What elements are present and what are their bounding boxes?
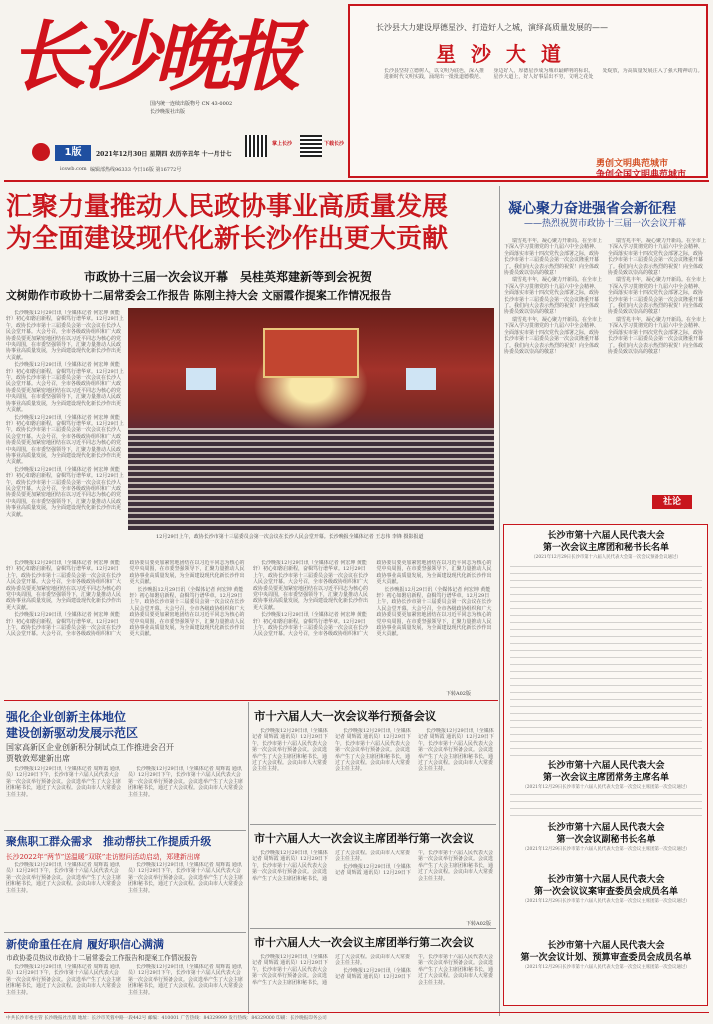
edition-badge: 1版: [55, 145, 91, 161]
cppcc-sub: 市政协委员热议市政协十二届常委会工作报告和提案工作情况报告: [6, 954, 198, 962]
lead-body: [6, 310, 124, 560]
roster-note: （2021年12月29日长沙市第十六届人民代表大会第一次会议主席团第一次会议通过）: [522, 965, 690, 970]
npc-presidium-2-title: 市十六届人大一次会议主席团举行第二次会议: [254, 936, 474, 949]
app-badge-2: 下载长沙: [324, 141, 345, 147]
editorial-para: 瑞雪兆丰年，凝心聚力开新局。在全市上下深入学习贯彻党的十九届六中全会精神、全面落实市第十四次党代会部署之际，政协长沙市第十三届委员会第一次会议隆重开幕了。我们向大会表示热烈的祝贺！向全体政协委员致以崇高的敬意！: [608, 277, 706, 316]
website: icswb.com: [60, 166, 87, 172]
column-divider: [248, 702, 249, 1014]
lead-body-para: 长沙晚报12月29日讯（全媒体记者 何宏坤 黄能轩）初心如磐启新程，奋楫笃行谱华章。12月29日上午，政协长沙市第十三届委员会第一次会议在长沙人民会堂开幕。大会号召，全市各级政协组织和广大政协委员要更加紧密地团结在以习近平同志为核心的党中央周围，在市委坚强领导下，汇聚力量推动人民政协事业高质量发展，为全面建设现代化新长沙作出更大贡献。: [129, 586, 245, 638]
story-para: 长沙晚报12月29日讯（全媒体记者 周辉霞 通讯员）12月29日下午，长沙市第十六届人民代表大会第一次会议举行预备会议。会议选举产生了大会主席团和秘书长，通过了大会议程。会议由市人大常委会主任主持。: [335, 954, 494, 986]
editorial-subtitle: ——热烈祝贺市政协十三届一次会议开幕: [524, 219, 687, 229]
screen-right: [406, 368, 436, 390]
innovation-title-1: 强化企业创新主体地位: [6, 710, 127, 724]
editorial-para: 瑞雪兆丰年，凝心聚力开新局。在全市上下深入学习贯彻党的十九届六中全会精神、全面落实市第十四次党代会部署之际，政协长沙市第十三届委员会第一次会议隆重开幕了。我们向大会表示热烈的祝贺！向全体政协委员致以崇高的敬意！: [504, 316, 603, 355]
lead-photo: [128, 308, 494, 530]
story-para: 长沙晚报12月29日讯（全媒体记者 周辉霞 通讯员）12月29日下午，长沙市第十六届人民代表大会第一次会议举行预备会议。会议选举产生了大会主席团和秘书长，通过了大会议程。会议由市人大常委会主任主持。: [128, 862, 244, 894]
innovation-title-2: 建设创新驱动发展示范区: [6, 726, 139, 740]
lead-body-para: 长沙晚报12月29日讯（全媒体记者 何宏坤 黄能轩）初心如磐启新程，奋楫笃行谱华章。12月29日上午，政协长沙市第十三届委员会第一次会议在长沙人民会堂开幕。大会号召，全市各级政协组织和广大政协委员要更加紧密地团结在以习近平同志为核心的党中央周围，在市委坚强领导下，汇聚力量推动人民政协事业高质量发展，为全面建设现代化新长沙作出更大贡献。: [6, 560, 245, 638]
footer-rule: [4, 1012, 709, 1013]
innovation-sub-2: 贾敬敦郑建新出席: [6, 754, 70, 763]
roster-section: [506, 530, 706, 561]
story-para: 长沙晚报12月29日讯（全媒体记者 周辉霞 通讯员）12月29日下午，长沙市第十六届人民代表大会第一次会议举行预备会议。会议选举产生了大会主席团和秘书长，通过了大会议程。会议由市人大常委会主任主持。: [335, 850, 494, 882]
lead-body-lower: [6, 560, 494, 692]
innovation-sub: 国家高新区企业创新积分制试点工作推进会召开: [6, 743, 174, 752]
roster-note: （2021年12月29日长沙市第十六届人民代表大会第一次会议预备会议通过）: [531, 555, 681, 560]
lead-body-para: 长沙晚报12月29日讯（全媒体记者 何宏坤 黄能轩）初心如磐启新程，奋楫笃行谱华章。12月29日上午，政协长沙市第十三届委员会第一次会议在长沙人民会堂开幕。大会号召，全市各级政协组织和广大政协委员要更加紧密地团结在以习近平同志为核心的党中央周围，在市委坚强领导下，汇聚力量推动人民政协事业高质量发展，为全面建设现代化新长沙作出更大贡献。: [6, 362, 124, 414]
banner-kicker: 长沙县大力建设厚德星沙、打造好人之城，演绎高质量发展的——: [376, 23, 608, 32]
story-para: 长沙晚报12月29日讯（全媒体记者 周辉霞 通讯员）12月29日下午，长沙市第十六届人民代表大会第一次会议举行预备会议。会议选举产生了大会主席团和秘书长，通过了大会议程。会议由市人大常委会主任主持。: [6, 862, 122, 894]
roster-section: [506, 940, 706, 971]
editorial-tag: [652, 495, 692, 509]
lead-sub-1: 市政协十三届一次会议开幕 吴桂英郑建新等到会祝贺: [84, 270, 373, 284]
lead-body-para: 长沙晚报12月29日讯（全媒体记者 何宏坤 黄能轩）初心如磐启新程，奋楫笃行谱华章。12月29日上午，政协长沙市第十三届委员会第一次会议在长沙人民会堂开幕。大会号召，全市各级政协组织和广大政协委员要更加紧密地团结在以习近平同志为核心的党中央周围，在市委坚强领导下，汇聚力量推动人民政协事业高质量发展，为全面建设现代化新长沙作出更大贡献。: [376, 586, 492, 638]
photo-caption: 12月29日上午，政协长沙市第十三届委员会第一次会议在长沙人民会堂开幕。长沙晚报全媒体记者 王志伟 李锋 摄影报道: [156, 534, 424, 540]
logo-mark-icon: [32, 143, 50, 161]
roster-title: 第一次会议副秘书长名单: [556, 835, 656, 845]
npc-presidium-1-body: [252, 850, 496, 920]
cn-number: 国内统一连续出版物号 CN 43-0002: [150, 101, 233, 107]
roster-title: 第一次会议议案审查委员会成员名单: [533, 887, 678, 897]
masthead-divider: [4, 180, 709, 182]
story-para: 长沙晚报12月29日讯（全媒体记者 周辉霞 通讯员）12月29日下午，长沙市第十六届人民代表大会第一次会议举行预备会议。会议选举产生了大会主席团和秘书长，通过了大会议程。会议由市人大常委会主任主持。: [252, 954, 411, 986]
column-divider: [499, 186, 500, 1016]
banner-box: [348, 4, 708, 178]
innovation-body: [6, 766, 244, 828]
date-line: 2021年12月30日 星期四 农历辛丑年 十一月廿七: [96, 151, 232, 158]
story-divider: [250, 928, 496, 929]
roster-note: （2021年12月29日长沙市第十六届人民代表大会第一次会议主席团第一次会议通过）: [522, 785, 690, 790]
workers-title: 聚焦职工群众需求 推动帮扶工作提质升级: [6, 835, 212, 848]
publisher: 长沙晚报社出版: [150, 109, 186, 115]
audience-rows: [128, 428, 494, 530]
story-para: 长沙晚报12月29日讯（全媒体记者 周辉霞 通讯员）12月29日下午，长沙市第十六届人民代表大会第一次会议举行预备会议。会议选举产生了大会主席团和秘书长，通过了大会议程。会议由市人大常委会主任主持。: [252, 728, 328, 773]
lead-more: 下转A02版: [446, 691, 471, 697]
misc-line: 编辑部热线96333 今日16版 第16772号: [90, 167, 182, 173]
masthead-logo: 长沙晚报: [10, 12, 298, 101]
story-para: 长沙晚报12月29日讯（全媒体记者 周辉霞 通讯员）12月29日下午，长沙市第十六届人民代表大会第一次会议举行预备会议。会议选举产生了大会主席团和秘书长，通过了大会议程。会议由市人大常委会主任主持。: [6, 766, 122, 798]
lead-headline-2: 为全面建设现代化新长沙作出更大贡献: [6, 224, 449, 254]
lead-sub-2: 文树勋作市政协十二届常委会工作报告 陈刚主持大会 文丽霞作提案工作情况报告: [6, 289, 392, 302]
story-para: 长沙晚报12月29日讯（全媒体记者 周辉霞 通讯员）12月29日下午，长沙市第十六届人民代表大会第一次会议举行预备会议。会议选举产生了大会主席团和秘书长，通过了大会议程。会议由市人大常委会主任主持。: [128, 964, 244, 996]
npc-presidium-1-title: 市十六届人大一次会议主席团举行第一次会议: [254, 832, 474, 845]
workers-sub: 长沙2022年“两节”送温暖“双联”走访慰问活动启动，郑建新出席: [6, 853, 201, 861]
roster-title: 长沙市第十六届人民代表大会: [547, 823, 665, 833]
lead-body-para: 长沙晚报12月29日讯（全媒体记者 何宏坤 黄能轩）初心如磐启新程，奋楫笃行谱华章。12月29日上午，政协长沙市第十三届委员会第一次会议在长沙人民会堂开幕。大会号召，全市各级政协组织和广大政协委员要更加紧密地团结在以习近平同志为核心的党中央周围，在市委坚强领导下，汇聚力量推动人民政协事业高质量发展，为全面建设现代化新长沙作出更大贡献。: [6, 414, 124, 466]
roster-title: 长沙市第十六届人民代表大会: [547, 761, 665, 771]
qr-icon: [245, 135, 267, 157]
roster-title: 第一次会议主席团和秘书长名单: [542, 543, 669, 553]
editorial-body: [504, 238, 706, 496]
editorial-title: 凝心聚力奋进强省会新征程: [508, 201, 676, 217]
roster-names-block: [510, 566, 702, 762]
roster-title: 长沙市第十六届人民代表大会: [547, 941, 665, 951]
cppcc-title: 新使命重任在肩 履好职信心满满: [6, 938, 164, 951]
editorial-para: 瑞雪兆丰年，凝心聚力开新局。在全市上下深入学习贯彻党的十九届六中全会精神、全面落实市第十四次党代会部署之际，政协长沙市第十三届委员会第一次会议隆重开幕了。我们向大会表示热烈的祝贺！向全体政协委员致以崇高的敬意！: [504, 238, 603, 277]
story-para: 长沙晚报12月29日讯（全媒体记者 周辉霞 通讯员）12月29日下午，长沙市第十六届人民代表大会第一次会议举行预备会议。会议选举产生了大会主席团和秘书长，通过了大会议程。会议由市人大常委会主任主持。: [335, 728, 411, 773]
qr-icon-2: [300, 135, 322, 157]
roster-section: [506, 760, 706, 791]
story-divider: [4, 830, 246, 831]
roster-title: 第一次会议计划、预算审查委员会成员名单: [520, 953, 692, 963]
stage-backdrop: [263, 328, 359, 378]
app-badge-1: 掌上长沙: [272, 141, 293, 147]
banner-seal-line-2: 争创全国文明典范城市: [596, 170, 687, 180]
editorial-para: 瑞雪兆丰年，凝心聚力开新局。在全市上下深入学习贯彻党的十九届六中全会精神、全面落实市第十四次党代会部署之际，政协长沙市第十三届委员会第一次会议隆重开幕了。我们向大会表示热烈的祝贺！向全体政协委员致以崇高的敬意！: [504, 277, 603, 316]
masthead: [0, 0, 345, 180]
footer-line: 中共长沙市委主管 长沙晚报社出版 地址：长沙市芙蓉中路一段442号 邮编：410001 广告热线：84329999 发行热线：84329000 印刷：长沙晚报印务公司: [6, 1016, 327, 1021]
story-para: 长沙晚报12月29日讯（全媒体记者 周辉霞 通讯员）12月29日下午，长沙市第十六届人民代表大会第一次会议举行预备会议。会议选举产生了大会主席团和秘书长，通过了大会议程。会议由市人大常委会主任主持。: [6, 964, 122, 996]
roster-names-block: [510, 794, 702, 816]
cppcc-body: [6, 964, 244, 1008]
story-more: 下转A02版: [466, 921, 491, 927]
roster-section: [506, 822, 706, 853]
lead-body-para: 长沙晚报12月29日讯（全媒体记者 何宏坤 黄能轩）初心如磐启新程，奋楫笃行谱华章。12月29日上午，政协长沙市第十三届委员会第一次会议在长沙人民会堂开幕。大会号召，全市各级政协组织和广大政协委员要更加紧密地团结在以习近平同志为核心的党中央周围，在市委坚强领导下，汇聚力量推动人民政协事业高质量发展，为全面建设现代化新长沙作出更大贡献。: [6, 466, 124, 518]
lead-body-para: 长沙晚报12月29日讯（全媒体记者 何宏坤 黄能轩）初心如磐启新程，奋楫笃行谱华章。12月29日上午，政协长沙市第十三届委员会第一次会议在长沙人民会堂开幕。大会号召，全市各级政协组织和广大政协委员要更加紧密地团结在以习近平同志为核心的党中央周围，在市委坚强领导下，汇聚力量推动人民政协事业高质量发展，为全面建设现代化新长沙作出更大贡献。: [6, 310, 124, 361]
editorial-tag-label: 社论: [662, 497, 681, 507]
banner-seal-line-1: 勇创文明典范城市: [596, 159, 669, 169]
story-para: 长沙晚报12月29日讯（全媒体记者 周辉霞 通讯员）12月29日下午，长沙市第十六届人民代表大会第一次会议举行预备会议。会议选举产生了大会主席团和秘书长，通过了大会议程。会议由市人大常委会主任主持。: [252, 850, 411, 882]
banner-body: 长沙县坚持立德树人，以文明为底色，深入推进新时代文明实践，涌现出一批批道德模范、身边好人，厚德星沙成为城市最鲜明的标识。星沙大道上，好人好事层出不穷，文明之花处处绽放，为高质量发展注入了强大精神动力。: [384, 68, 703, 81]
story-para: 长沙晚报12月29日讯（全媒体记者 周辉霞 通讯员）12月29日下午，长沙市第十六届人民代表大会第一次会议举行预备会议。会议选举产生了大会主席团和秘书长，通过了大会议程。会议由市人大常委会主任主持。: [418, 728, 494, 773]
lead-headline-1: 汇聚力量推动人民政协事业高质量发展: [6, 192, 449, 222]
lower-divider: [4, 700, 498, 701]
story-para: 长沙晚报12月29日讯（全媒体记者 周辉霞 通讯员）12月29日下午，长沙市第十六届人民代表大会第一次会议举行预备会议。会议选举产生了大会主席团和秘书长，通过了大会议程。会议由市人大常委会主任主持。: [128, 766, 244, 798]
lead-body-para: 长沙晚报12月29日讯（全媒体记者 何宏坤 黄能轩）初心如磐启新程，奋楫笃行谱华章。12月29日上午，政协长沙市第十三届委员会第一次会议在长沙人民会堂开幕。大会号召，全市各级政协组织和广大政协委员要更加紧密地团结在以习近平同志为核心的党中央周围，在市委坚强领导下，汇聚力量推动人民政协事业高质量发展，为全面建设现代化新长沙作出更大贡献。: [6, 560, 122, 611]
workers-body: [6, 862, 244, 930]
roster-title: 长沙市第十六届人民代表大会: [547, 875, 665, 885]
roster-section: [506, 874, 706, 905]
lead-body-para: 长沙晚报12月29日讯（全媒体记者 何宏坤 黄能轩）初心如磐启新程，奋楫笃行谱华章。12月29日上午，政协长沙市第十三届委员会第一次会议在长沙人民会堂开幕。大会号召，全市各级政协组织和广大政协委员要更加紧密地团结在以习近平同志为核心的党中央周围，在市委坚强领导下，汇聚力量推动人民政协事业高质量发展，为全面建设现代化新长沙作出更大贡献。: [253, 560, 369, 611]
npc-prep-title: 市十六届人大一次会议举行预备会议: [254, 709, 437, 723]
screen-left: [186, 368, 216, 390]
story-divider: [4, 932, 246, 933]
lead-body-para: 长沙晚报12月29日讯（全媒体记者 何宏坤 黄能轩）初心如磐启新程，奋楫笃行谱华章。12月29日上午，政协长沙市第十三届委员会第一次会议在长沙人民会堂开幕。大会号召，全市各级政协组织和广大政协委员要更加紧密地团结在以习近平同志为核心的党中央周围，在市委坚强领导下，汇聚力量推动人民政协事业高质量发展，为全面建设现代化新长沙作出更大贡献。: [253, 560, 492, 638]
editorial-para: 瑞雪兆丰年，凝心聚力开新局。在全市上下深入学习贯彻党的十九届六中全会精神、全面落实市第十四次党代会部署之际，政协长沙市第十三届委员会第一次会议隆重开幕了。我们向大会表示热烈的祝贺！向全体政协委员致以崇高的敬意！: [608, 238, 706, 277]
npc-prep-body: [252, 728, 496, 822]
npc-presidium-2-body: [252, 954, 496, 1008]
roster-title: 长沙市第十六届人民代表大会: [547, 531, 665, 541]
story-divider: [250, 824, 496, 825]
roster-note: （2021年12月29日长沙市第十六届人民代表大会第一次会议主席团第一次会议通过）: [522, 899, 690, 904]
banner-title: 星 沙 大 道: [436, 42, 565, 66]
roster-title: 第一次会议主席团常务主席名单: [542, 773, 669, 783]
editorial-para: 瑞雪兆丰年，凝心聚力开新局。在全市上下深入学习贯彻党的十九届六中全会精神、全面落实市第十四次党代会部署之际，政协长沙市第十三届委员会第一次会议隆重开幕了。我们向大会表示热烈的祝贺！向全体政协委员致以崇高的敬意！: [608, 316, 706, 355]
roster-note: （2021年12月29日长沙市第十六届人民代表大会第一次会议主席团第一次会议通过）: [522, 847, 690, 852]
